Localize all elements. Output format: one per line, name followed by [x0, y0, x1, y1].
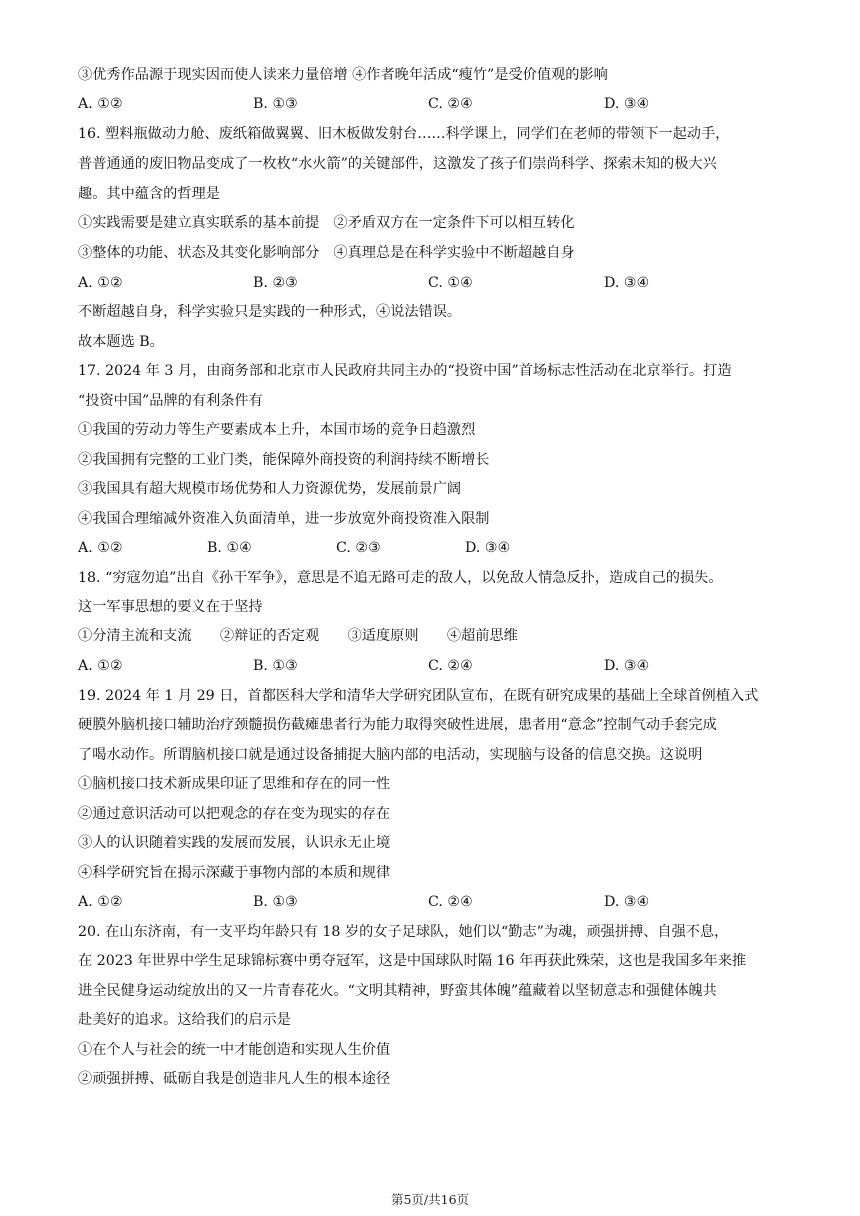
option-d: D. ③④ — [604, 275, 650, 291]
text-line: 在 2023 年世界中学生足球锦标赛中勇夺冠军，这是中国球队时隔 16 年再获此殊荣，这也是我国多年来推 — [78, 953, 747, 969]
question-19-stem: 19. 2024 年 1 月 29 日，首都医科大学和清华大学研究团队宣布，在既有研究成果的基础上全球首例植入式 — [78, 688, 759, 704]
question-17-stem: 17. 2024 年 3 月，由商务部和北京市人民政府共同主办的“投资中国”首场标志性活动在北京举行。打造 — [78, 363, 732, 379]
option-c: C. ②④ — [428, 894, 473, 910]
option-c: C. ②③ — [336, 540, 381, 556]
statement-line: ②我国拥有完整的工业门类，能保障外商投资的利润持续不断增长 — [78, 452, 490, 468]
option-b: B. ①③ — [253, 658, 298, 674]
statement-line: ④我国合理缩减外资准入负面清单，进一步放宽外商投资准入限制 — [78, 511, 490, 527]
option-c: C. ②④ — [428, 96, 473, 112]
statement-line: ①在个人与社会的统一中才能创造和实现人生价值 — [78, 1042, 391, 1058]
option-a: A. ①② — [78, 894, 123, 910]
text-line: 趣。其中蕴含的哲理是 — [78, 186, 220, 202]
option-d: D. ③④ — [604, 894, 650, 910]
text-line: 赴美好的追求。这给我们的启示是 — [78, 1012, 291, 1028]
answer-line: 故本题选 B。 — [78, 334, 164, 350]
statement-line: ④科学研究旨在揭示深藏于事物内部的本质和规律 — [78, 865, 391, 881]
text-line: “投资中国”品牌的有利条件有 — [78, 393, 263, 409]
option-d: D. ③④ — [604, 658, 650, 674]
question-16-stem: 16. 塑料瓶做动力舱、废纸箱做翼翼、旧木板做发射台……科学课上，同学们在老师的带领下一起动手， — [78, 126, 730, 142]
text-line: 普普通通的废旧物品变成了一枚枚“水火箭”的关键部件，这激发了孩子们崇尚科学、探索未知的极大兴 — [78, 156, 717, 172]
option-a: A. ①② — [78, 275, 123, 291]
statement-line: ③我国具有超大规模市场优势和人力资源优势，发展前景广阔 — [78, 481, 462, 497]
option-d: D. ③④ — [465, 540, 511, 556]
option-b: B. ①④ — [207, 540, 252, 556]
text-line: 进全民健身运动绽放出的又一片青春花火。“文明其精神，野蛮其体魄”蕴藏着以坚韧意志和强健体魄共 — [78, 983, 717, 999]
question-20-stem: 20. 在山东济南，有一支平均年龄只有 18 岁的女子足球队，她们以“勤志”为魂，顽强拼搏、自强不息， — [78, 924, 729, 940]
text-line: 这一军事思想的要义在于坚持 — [78, 599, 263, 615]
text-line: ③优秀作品源于现实因而使人读来力量倍增 ④作者晚年活成“瘦竹”是受价值观的影响 — [78, 67, 608, 83]
statement-line: ②通过意识活动可以把观念的存在变为现实的存在 — [78, 806, 391, 822]
option-d: D. ③④ — [604, 96, 650, 112]
text-line: 硬膜外脑机接口辅助治疗颈髓损伤截瘫患者行为能力取得突破性进展，患者用“意念”控制气动手套完成 — [78, 717, 717, 733]
statement-line: ①脑机接口技术新成果印证了思维和存在的同一性 — [78, 776, 391, 792]
statement-line: ①我国的劳动力等生产要素成本上升，本国市场的竞争日趋激烈 — [78, 422, 476, 438]
option-b: B. ①③ — [253, 96, 298, 112]
option-a: A. ①② — [78, 658, 123, 674]
page-footer: 第5页/共16页 — [390, 1192, 470, 1207]
statement-line: ②顽强拼搏、砥砺自我是创造非凡人生的根本途径 — [78, 1071, 391, 1087]
option-c: C. ②④ — [428, 658, 473, 674]
text-line: 了喝水动作。所谓脑机接口就是通过设备捕捉大脑内部的电活动，实现脑与设备的信息交换。这说明 — [78, 747, 703, 763]
explanation-line: 不断超越自身，科学实验只是实践的一种形式，④说法错误。 — [78, 304, 462, 320]
question-18-stem: 18. “穷寇勿追”出自《孙干军争》，意思是不追无路可走的敌人，以免敌人情急反扑，造成自己的损失。 — [78, 570, 723, 586]
option-c: C. ①④ — [428, 275, 473, 291]
option-b: B. ②③ — [253, 275, 298, 291]
option-b: B. ①③ — [253, 894, 298, 910]
statement-line: ①实践需要是建立真实联系的基本前提 ②矛盾双方在一定条件下可以相互转化 — [78, 215, 575, 231]
option-a: A. ①② — [78, 96, 123, 112]
statement-line: ③人的认识随着实践的发展而发展，认识永无止境 — [78, 835, 391, 851]
statement-line: ③整体的功能、状态及其变化影响部分 ④真理总是在科学实验中不断超越自身 — [78, 245, 575, 261]
option-a: A. ①② — [78, 540, 123, 556]
statement-line: ①分清主流和支流 ②辩证的否定观 ③适度原则 ④超前思维 — [78, 628, 518, 644]
